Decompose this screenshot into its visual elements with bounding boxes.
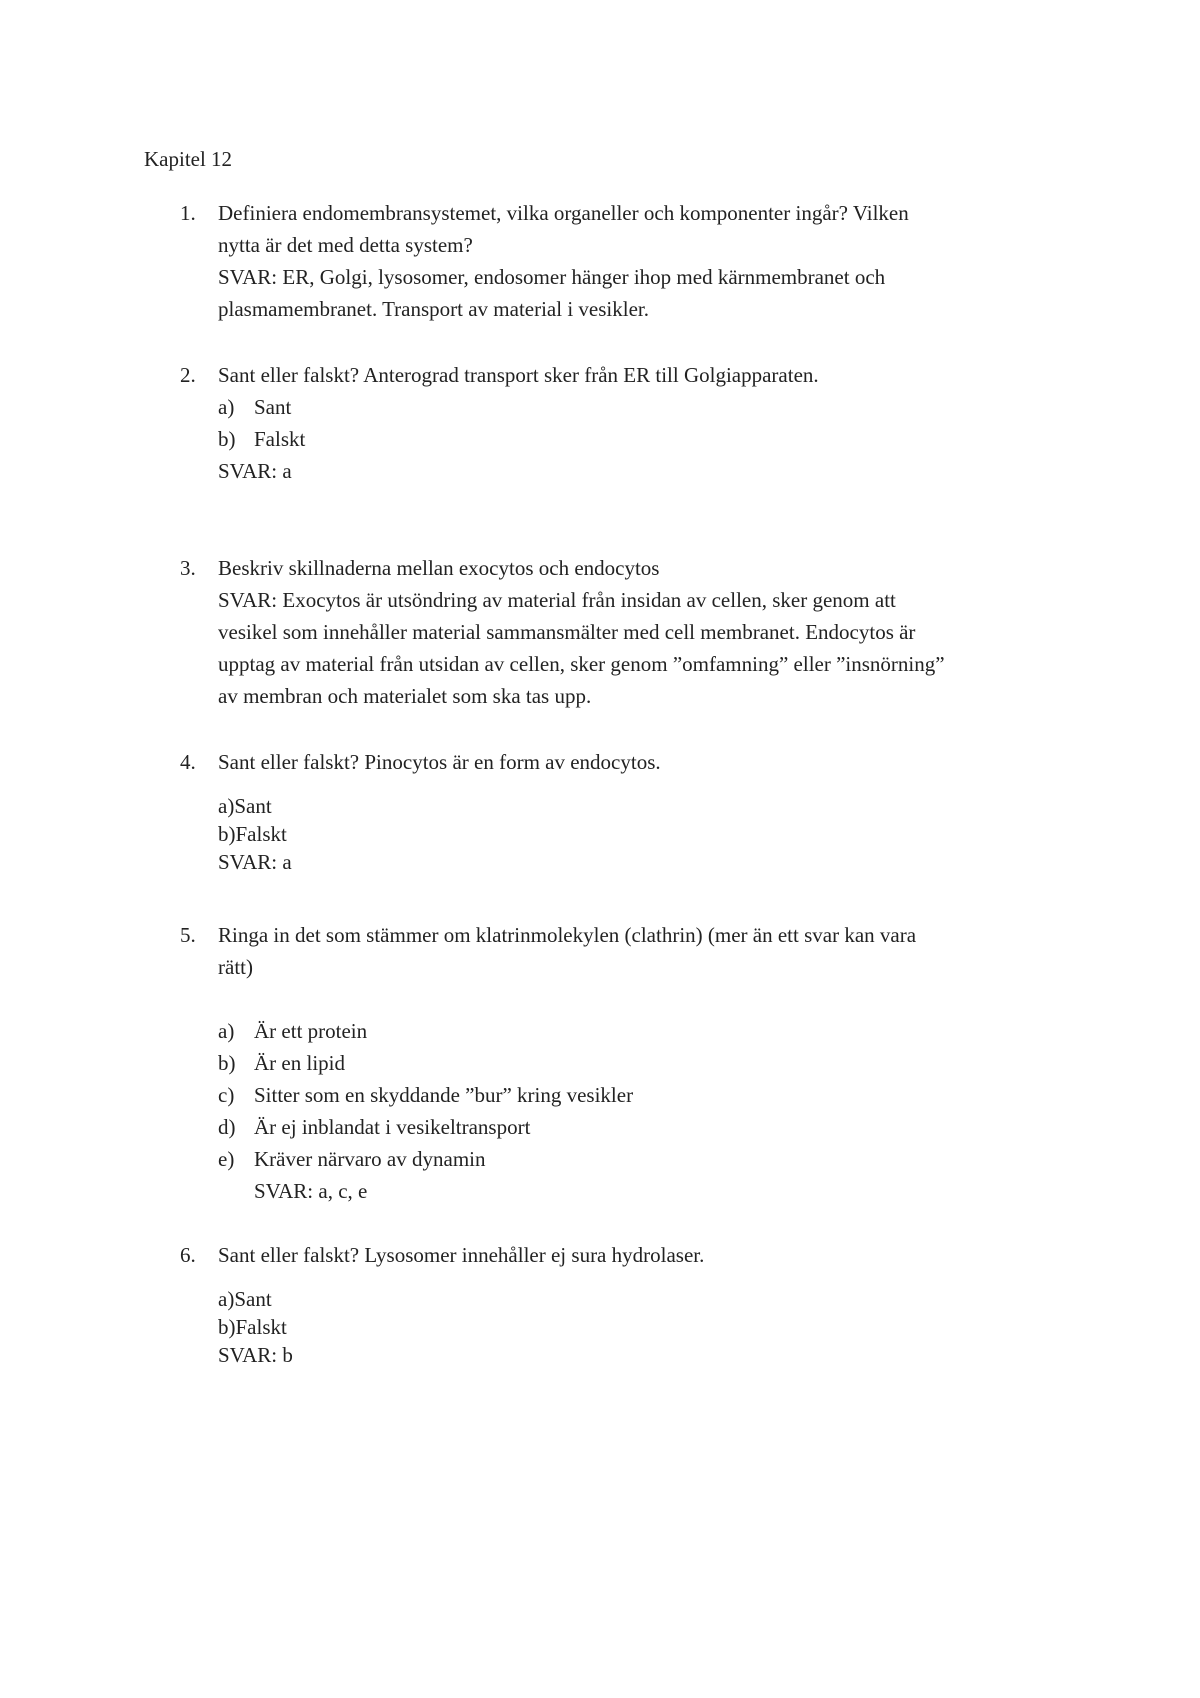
question-1 [180, 197, 1080, 325]
question-text: rätt) [218, 955, 253, 979]
answer-text: av membran och materialet som ska tas upp. [218, 684, 592, 708]
option-a [218, 391, 1080, 423]
chapter-title: Kapitel 12 [144, 147, 233, 171]
answer-text: SVAR: b [218, 1343, 293, 1367]
option-b [218, 423, 1080, 455]
question-text: Sant eller falskt? Lysosomer innehåller ej sura hydrolaser. [218, 1243, 705, 1267]
option-a: a)Sant [218, 1287, 272, 1311]
option-letter: d) [218, 1115, 236, 1139]
answer-text: SVAR: Exocytos är utsöndring av material från insidan av cellen, sker genom att [218, 588, 896, 612]
question-text: nytta är det med detta system? [218, 233, 473, 257]
question-body [218, 746, 1080, 876]
option-letter: c) [218, 1083, 235, 1107]
question-body [218, 359, 1080, 487]
option-d [218, 1111, 1080, 1143]
option-text: Kräver närvaro av dynamin [254, 1147, 486, 1171]
question-body [218, 1239, 1080, 1369]
option-text: Är en lipid [254, 1051, 345, 1075]
question-body [218, 919, 1080, 1207]
option-text: Sitter som en skyddande ”bur” kring vesikler [254, 1083, 634, 1107]
answer-text: SVAR: a [218, 850, 292, 874]
option-letter: e) [218, 1147, 235, 1171]
question-number: 2. [180, 363, 196, 387]
question-4 [180, 746, 1080, 876]
answer-text: SVAR: a, c, e [254, 1179, 368, 1203]
question-5 [180, 919, 1080, 1207]
option-c [218, 1079, 1080, 1111]
question-number: 4. [180, 750, 196, 774]
option-text: Sant [254, 395, 292, 419]
question-text: Beskriv skillnaderna mellan exocytos och endocytos [218, 556, 660, 580]
option-text: Är ett protein [254, 1019, 368, 1043]
question-body [218, 552, 1080, 712]
question-text: Ringa in det som stämmer om klatrinmolekylen (clathrin) (mer än ett svar kan vara [218, 923, 917, 947]
question-number: 1. [180, 201, 196, 225]
option-letter: a) [218, 1019, 235, 1043]
question-3 [180, 552, 1080, 712]
answer-text: SVAR: ER, Golgi, lysosomer, endosomer hänger ihop med kärnmembranet och [218, 265, 886, 289]
answer-text: SVAR: a [218, 459, 292, 483]
question-6 [180, 1239, 1080, 1369]
option-letter: a) [218, 395, 235, 419]
question-text: Sant eller falskt? Pinocytos är en form av endocytos. [218, 750, 661, 774]
question-number: 6. [180, 1243, 196, 1267]
option-text: Falskt [254, 427, 306, 451]
answer-text: plasmamembranet. Transport av material i vesikler. [218, 297, 649, 321]
option-b: b)Falskt [218, 822, 287, 846]
option-letter: b) [218, 427, 236, 451]
question-text: Definiera endomembransystemet, vilka organeller och komponenter ingår? Vilken [218, 201, 909, 225]
question-2 [180, 359, 1080, 487]
option-letter: b) [218, 1051, 236, 1075]
question-number: 5. [180, 923, 196, 947]
answer-text: vesikel som innehåller material sammansmälter med cell membranet. Endocytos är [218, 620, 916, 644]
option-e [218, 1143, 1080, 1175]
option-a [218, 1015, 1080, 1047]
question-body [218, 197, 1080, 325]
option-a: a)Sant [218, 794, 272, 818]
option-text: Är ej inblandat i vesikeltransport [254, 1115, 531, 1139]
question-number: 3. [180, 556, 196, 580]
option-b: b)Falskt [218, 1315, 287, 1339]
option-b [218, 1047, 1080, 1079]
question-text: Sant eller falskt? Anterograd transport sker från ER till Golgiapparaten. [218, 363, 819, 387]
answer-text: upptag av material från utsidan av cellen, sker genom ”omfamning” eller ”insnörning” [218, 652, 945, 676]
